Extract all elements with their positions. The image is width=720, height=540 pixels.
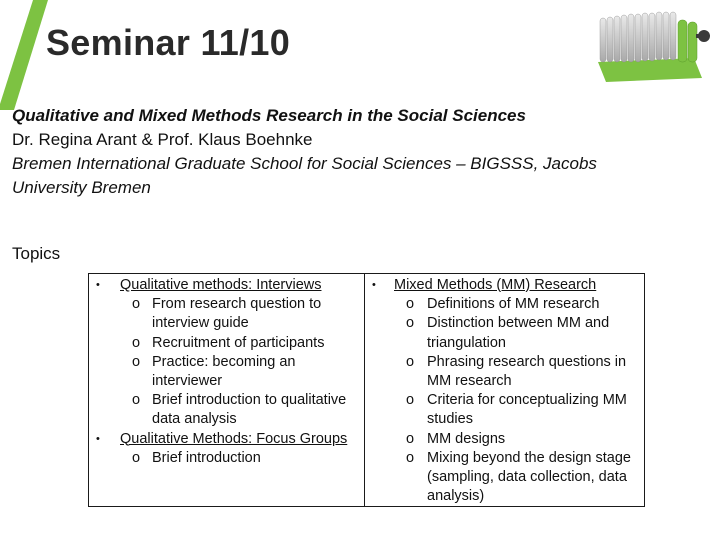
topics-column-left — [89, 274, 365, 506]
subtopic-label: MM designs — [427, 430, 506, 447]
sub-bullet-icon: o — [406, 392, 415, 409]
sub-bullet-icon: o — [406, 296, 415, 313]
bigsss-people-logo — [590, 6, 718, 84]
subtopic-item — [120, 334, 364, 353]
topics-table — [88, 273, 645, 507]
subtopic-label: From research question to interview guide — [152, 296, 322, 332]
bullet-icon: • — [96, 432, 100, 445]
subtopic-label: Definitions of MM research — [427, 296, 600, 313]
topics-column-right — [365, 274, 644, 506]
sub-bullet-icon: o — [406, 449, 415, 466]
topics-heading: Topics — [12, 244, 61, 263]
institution-line-1: Bremen International Graduate School for Social Sciences – BIGSSS, Jacobs — [12, 154, 597, 173]
subtopic-item — [394, 314, 644, 352]
instructors: Dr. Regina Arant & Prof. Klaus Boehnke — [12, 130, 313, 149]
topic-label: Mixed Methods (MM) Research — [394, 277, 597, 293]
subtopic-item — [120, 391, 364, 429]
bullet-icon: • — [96, 279, 100, 291]
topic-label: Qualitative Methods: Focus Groups — [120, 430, 348, 447]
course-title: Qualitative and Mixed Methods Research in the Social Sciences — [12, 106, 526, 125]
subtopic-item — [120, 449, 364, 468]
sub-bullet-icon: o — [132, 296, 141, 313]
subtopic-item — [394, 430, 644, 449]
sub-bullet-icon: o — [132, 449, 141, 466]
subtopic-label: Mixing beyond the design stage (sampling, data collection, data analysis) — [427, 449, 631, 505]
topic-item — [89, 430, 364, 468]
sub-bullet-icon: o — [406, 315, 415, 332]
intro-block — [12, 104, 712, 200]
sub-bullet-icon: o — [132, 353, 141, 370]
subtopic-label: Criteria for conceptualizing MM studies — [427, 392, 627, 428]
subtopic-label: Brief introduction to qualitative data analysis — [152, 392, 347, 428]
institution-line-2: University Bremen — [12, 178, 151, 197]
subtopic-item — [394, 391, 644, 429]
subtopic-item — [120, 353, 364, 391]
subtopic-label: Phrasing research questions in MM research — [427, 353, 627, 390]
subtopic-label: Brief introduction — [152, 449, 261, 466]
topic-item — [89, 276, 364, 430]
sub-bullet-icon: o — [406, 353, 415, 370]
subtopic-item — [394, 353, 644, 391]
subtopic-label: Practice: becoming an interviewer — [152, 353, 296, 390]
topic-item — [365, 276, 644, 506]
sub-bullet-icon: o — [132, 392, 141, 409]
topic-label: Qualitative methods: Interviews — [120, 277, 322, 293]
sub-bullet-icon: o — [406, 430, 415, 447]
subtopic-item — [394, 295, 644, 314]
sub-bullet-icon: o — [132, 334, 141, 351]
bullet-icon: • — [372, 279, 376, 291]
subtopic-item — [394, 449, 644, 507]
subtopic-label: Distinction between MM and triangulation — [427, 315, 610, 351]
slide-title: Seminar 11/10 — [46, 22, 291, 63]
subtopic-label: Recruitment of participants — [152, 334, 325, 351]
subtopic-item — [120, 295, 364, 333]
